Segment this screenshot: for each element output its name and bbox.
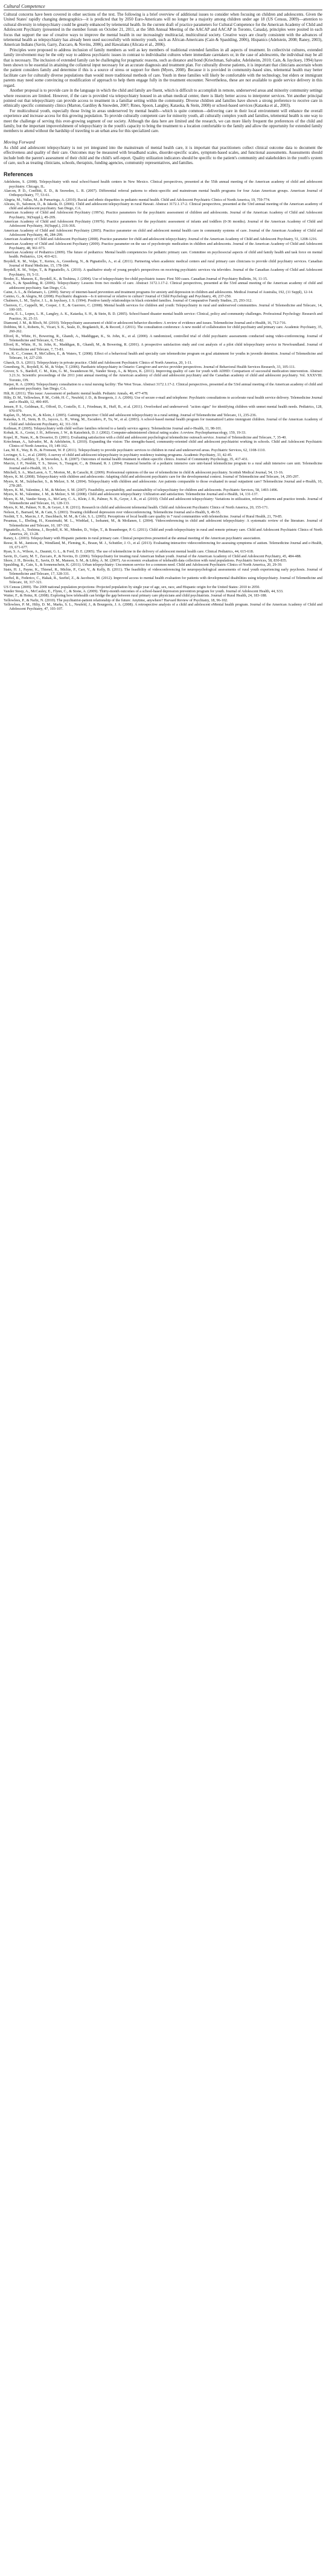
reference-entry: Caine, A. L., & Delamaro, L. (2000). Survey of internet-based prevention and treatment programs for anxiety and depression in children and adolescents. Medical Journal of Australia, 192, (11 Suppl), 12-14.: [4, 290, 313, 294]
reference-entry: American Academy of Child and Adolescent Psychiatry (1997a). Practice parameters for the psychiatric assessment of children and adolescents. Journal of the American Academy of Child and Adolescent Psychiatry, 36(Suppl.), 4S-20S.: [4, 210, 322, 220]
reference-entry: Adelsheim, S. (2008). Telepsychiatry with rural school-based health centers in New Mexico. Clinical perspectives, presented at the 55th annual meeting of the American academy of child and adolescent psychiatry. Chicago, IL.: [4, 180, 322, 189]
reference-entry: Broder, E., Manson, E., Boydell, K., & Teshima, J. (2004). Use of telepsychiatry for child psychiatric issues: First 500 cases. Canadian Journal of Psychiatry Bulletin, 36, 11-15.: [4, 276, 268, 281]
reference-entry: Hilty, D. M., Yellowlees, P. M., Cobb, H. C., Neufeld, J. D., & Bourgeois, J. A. (2006). Use of secure e-mail and telephone: Psychiatric consultations to accelerate rural health service delivery. Telemedicine Journal and e-Health, 12, 490-495.: [4, 395, 322, 405]
reference-entry: Cain, S., & Spaulding, R. (2006). Telepsychiatry: Lessons from two models of care. Abstract 3172.1.17-2. Clinical perspectives, presented at the 53rd annual meeting of the American academy of child and adolescent psychiatry. San Diego, CA.: [4, 281, 322, 290]
running-head: Cultural Competence: [4, 4, 322, 10]
reference-entry: Kaplan, D., Myers, K., & Klein, J. (2005). Gaining perspective: Child and adolescent telepsychiatry in a rural setting. Journal of Telemedicine and Telecare, 11, 235-236.: [4, 413, 257, 418]
reference-entry: American Academy of Child and Adolescent Psychiatry (1997b). Practice parameters for the psychiatric assessment of infants and toddlers (0-36 months). Journal of the American Academy of Child and Adolescent Psychiatry, 36(Suppl.), 21S-36S.: [4, 220, 322, 229]
reference-entry: Waiter, F., & Heinz, R. (2008). Exploring how telehealth can bridge the gap between rural primary care physicians and child psychiatrists. Journal of Rural Health, 24, 183-188.: [4, 593, 267, 598]
intro-paragraph: Principles were proposed to address inclusion of family members as well as key members of traditional extended families in all aspects of treatment. In collectivist cultures, extended family involvement may be the only way to address psychiatric issues in contrast to individualist cultures where immediate caretakers or, in the case of adolescents, the individual may be all that is necessary. The inclusion of extended family can be challenging for pragmatic reasons, such as distance and bond (Kriechman, Salvador, Adelsheim, 2010; Cain, & Jaycksey, 1994) have been shown to be essential in attaining the collateral input necessary for an accurate diagnosis and treatment plan. For culturally diverse patients, it is important that clinicians ascertain whom the patient considers family and determine if this is a source of stress or support for them (Myers, 2008). Because it is provided in community-based sites, telemental health may better facilitate care for culturally diverse populations than would more traditional methods of care. Youth in these families will likely be comfortable with the technology, but elders or immigrant parents may need some convincing or modification of approach to help them engage fully in the treatment encounter. Nevertheless, these are not available to guide service delivery in this regard.: [4, 48, 322, 88]
reference-entry: Pignatiello, A., Teshima, J., Boydell, K. M., Minden, D., Volpe, T., & Braunberger, P. G. (2011). Child and youth telepsychiatry in rural and remote primary care. Child and Adolescent Psychiatric Clinics of North America, 20, 13-28.: [4, 527, 322, 537]
reference-entry: Alegria, M., Vallas, M., & Pumariega, A. (2010). Racial and ethnic disparities in pediatric mental health. Child and Adolescent Psychiatric Clinics of North America, 19, 759-774.: [4, 197, 270, 202]
section-heading: Moving Forward: [4, 139, 35, 145]
reference-entry: Chalmers, L. M., Taylor, J. L., & Jaycksey, J. S. (1994). Positive family relationships in black extended families. Journal of Comparative Family Studies, 25, 293-312.: [4, 299, 252, 303]
reference-entry: Raney, L. (2003). Telepsychiatry with Hispanic patients in rural primary care. Clinical perspectives presented at the annual meeting of the American psychiatric association.: [4, 536, 261, 541]
reference-entry: Chenven, C., Cappelli, M., Cooper, J. E., & Guerrero, C. (2008). Mental health services for children and youth: Telepsychiatry in rural and underserved communities. Journal of Telemedicine and Telecare, 14, 100-105.: [4, 303, 322, 312]
intro-paragraph: Another proposal is to provide care in the language in which the child and family are fluent, which is difficult to accomplish in remote, underserved areas and minority community settings where resources are limited. However, if the care is provided via telepsychiatry housed in an urban medical center, there is likely better access to interpreter services. Yet another principal pointed out that telepsychiatry can provide access to treatment in a familiar setting within the community. Diverse children and families have shown a strong preference to receive care in ethnically specific community clinics (Marton, Gardiley & Snowden, 2007; Rines, Spoon, Langley, Kataoka, & Stein, 2008) or school-based services (Kataoka et al., 2003).: [4, 89, 322, 109]
reference-entry: Spaulding, R., Cain, S., & Sonnenschein, K. (2011). Urban telepsychiatry: Uncommon service for a common need. Child and Adolescent Psychiatric Clinics of North America, 20, 29-39.: [4, 563, 283, 568]
reference-entry: Stain, H. J., Payne, K., Thienel, R., Michie, P., Carr, V., & Kelly, B. (2011). The feasibility of videoconferencing for neuropsychological assessments of rural youth experiencing early psychosis. Journal of Telemedicine and Telecare, 17, 328-331.: [4, 567, 322, 576]
reference-entry: Harper, R. A. (2006). Telepsychiatry consultation to a rural nursing facility: The West Texas. Abstract 3172.1.17-2. Clinical perspectives, presented at the 53rd annual meeting of the American academy of child and adolescent psychiatry. San Diego, CA.: [4, 382, 322, 391]
reference-entry: Boydell, K. M., Volpe, T., Kertes, A., Greenberg, N., & Pignatiello, A., et al. (2011). Partnering when academic medical centers and rural primary care clinicians to provide child psychiatry services. Canadian Journal of Rural Medicine, 15, 178-184.: [4, 259, 322, 268]
reference-entry: Myers, K. M., Valentine, J. M., & Melzer, S. M. (2007). Feasibility, acceptability, and sustainability of telepsychiatry for children and adolescents. Psychiatric Services, 58, 1493-1496.: [4, 488, 278, 493]
intro-section: [4, 13, 322, 134]
reference-entry: Greenberg, N., Boydell, K. M., & Volpe, T. (2006). Paediatric telepsychiatry in Ontario: Caregiver and service provider perspectives. Journal of Behavioral Health Services Research, 33, 105-111.: [4, 364, 296, 369]
intro-paragraph: For multicultural youth, especially those living in areas underserved by mental health—which is quite common—delivering care in their local environment will enhance the overall experience and increase access for this growing population. To provide culturally competent care for minority youth, all culturally complex youth and families, telemental health is one way to meet the challenge of serving this ever-growing segment of our society. Although the data here are limited and the research, we can more likely frequent the preferences of the child and family, but the important impoverishment of telepsychiatry in the youth's capacity to bring the treatment to a location comfortable to the family and allow the opportunity for extended family members to attend without the hardship of traveling to an urban area for this specialized care.: [4, 109, 322, 134]
reference-entry: Nesbitt, T. S., Marcin, J. P., Daschbach, M. M., & Cole, S. L. (2005). Perceptions of local health care quality in 7 rural communities with telemedicine. Journal of Rural Health, 21, 79-85.: [4, 514, 283, 519]
reference-entry: Kobak, K. A., Greist, J. H., Jefferson, J. W., & Katzelnick, D. J. (2002). Computer-administered clinical rating scales: A review. Psychopharmacology, 159, 19-33.: [4, 431, 246, 435]
reference-entry: Szeftel, R., Federico, C., Hakak, R., Szeftel, Z., & Jacobson, M. (2012). Improved access to mental health evaluation for patients with developmental disabilities using telepsychiatry. Journal of Telemedicine and Telecare, 18, 317-321.: [4, 576, 322, 585]
reference-entry: American Academy of Child and Adolescent Psychiatry (2005). Practice parameter on child and adolescent mental health care in community systems of care. Journal of the American Academy of Child and Adolescent Psychiatry, 46, 284-299.: [4, 228, 322, 237]
reference-entry: Kataoka, S. H., Stein, B. D., Jaycox, L. H., Wong, M., Escudero, P., Tu, W., et al. (2003). A school-based mental health program for traumatized Latino immigrant children. Journal of the American Academy of Child and Adolescent Psychiatry, 42, 311-318.: [4, 417, 322, 426]
reference-entry: Elford, R., White, H., St. John, K., Maddigan, B., Ghandi, M., & Bowering, R. (2001). A prospective satisfaction study and cost analysis of a pilot child telepsychiatry service in Newfoundland. Journal of Telemedicine and Telecare, 7, 73-81.: [4, 343, 322, 352]
reference-entry: Myers, K. M., Palmer, N. B., & Geyer, J. R. (2011). Research in child and adolescent telemental health. Child and Adolescent Psychiatric Clinics of North America, 20, 155-171.: [4, 505, 269, 510]
reference-entry: Shore, J. H., Brooks, E., Savin, D. M., Manson, S. M., & Libby, A. M. (2007). An economic evaluation of telehealth data collection with rural populations. Psychiatric Services, 58, 830-835.: [4, 558, 287, 563]
reference-entry: Pesamaa, L., Ebeling, H., Kuusimaki, M. L., Winblad, I., Isohanni, M., & Moilanen, I. (2004). Videoconferencing in child and adolescent telepsychiatry: A systematic review of the literature. Journal of Telemedicine and Telecare, 10, 187-192.: [4, 519, 322, 528]
reference-entry: Lau, M. E., Way, B. B., & Fremont, W. P. (2011). Telepsychiatry to provide psychiatric services to children in rural and underserved areas. Psychiatric Services, 62, 1108-1110.: [4, 448, 266, 453]
reference-entry: Glueck, D. A. (2011). Telepsychiatry in private practice. Child and Adolescent Psychiatric Clinics of North America, 20, 1-11.: [4, 360, 193, 365]
reference-entry: American Academy of Child and Adolescent Psychiatry (2009). Practice parameter on the use of psychotropic medication in children and adolescents. Journal of the American Academy of Child and Adolescent Psychiatry, 48, 961-973.: [4, 241, 322, 250]
reference-entry: Lovinger, S. L., et al. (2009). A survey of child and adolescent telepsychiatry in psychiatry residency training programs. Academic Psychiatry, 33, 42-45.: [4, 452, 232, 457]
reference-entry: Elford, R., White, H., Bowering, R., Ghandi, A., Maddiggan, K., St. John, K., et al. (2000). A randomized, controlled trial of child psychiatric assessments conducted using video-conferencing. Journal of Telemedicine and Telecare, 6, 73-82.: [4, 334, 322, 343]
reference-entry: Alarcon, P. D., Conflitti, E. D., & Snowden, L. R. (2007). Differential referral patterns to ethnic-specific and mainstream mental health programs for four Asian American groups. American Journal of Orthopsychiatry, 77, 53-61.: [4, 188, 322, 198]
reference-entry: Canino, G., & Alegria, M. (2008). Psychiatric diagnosis—Is it universal or relative to culture? Journal of Child Psychology and Psychiatry, 49, 237-250.: [4, 294, 232, 299]
reference-entry: Kriechman, A., Salvador, M., & Adelsheim, S. (2010). Expanding the vision: The strengths-based, community-oriented child and adolescent psychiatrist working in schools. Child and Adolescent Psychiatric Clinics of North America, 19, 149-162.: [4, 439, 322, 449]
reference-entry: Myers, K. M., Valentine, J. M., & Melzer, S. M. (2008). Child and adolescent telepsychiatry: Utilization and satisfaction. Telemedicine Journal and e-Health, 14, 131-137.: [4, 492, 258, 497]
reference-entry: Dobbins, M. I., Roberts, N., Vicari, S. K., Seale, D., Bogdanich, R., & Record, J. (2011). The consultation conference: A new model of collaboration for child psychiatry and primary care. Academic Psychiatry, 35, 260-262.: [4, 325, 322, 334]
references-list: [4, 180, 322, 611]
reference-entry: Mitchell, S. A., MacLaren, A. T., Morton, M., & Carachi, R. (2009). Professional opinions of the use of telemedicine in child & adolescent psychiatry. Scottish Medical Journal, 54, 13-16.: [4, 470, 284, 475]
reference-entry: Grover, S. S., Bardoff, C. M., Kim, G. M., Swanderson M., Vander Stoep, A., & Myers, K. (2011). Improving quality of care for youth with ADHD: Comparison of successful medication intervention. Abstract 3.21.3c. Scientific proceedings of the 2011 joint annual meeting of the American academy of child and adolescent psychiatry and the Canadian academy of child and adolescent psychiatry. Vol. XXXVIII. Toronto, ON.: [4, 369, 322, 382]
reference-entry: Marton, E., Gardiley, T., & Snowden, L. R. (2007). Outcomes of mental health treatment in ethnic-specific clinics. Journal of Community Psychology, 35, 417-431.: [4, 457, 249, 462]
reference-entry: US Census (2009). The 2009 national population projections: Projected population by single year of age, sex, race, and Hispanic origin for the United States: 2010 to 2050.: [4, 584, 260, 589]
reference-entry: Vander Stoep, A., McCauley, E., Flynn, C., & Stone, A. (2009). Thirty-month outcomes of a school-based depression prevention program for youth. Journal of Adolescent Health, 44, S33.: [4, 589, 284, 593]
reference-entry: Hilt, R. (2011). This issue: Assessment of pediatric mental health. Pediatric Annals, 40, 477-478.: [4, 391, 149, 396]
intro-paragraph: Cultural concerns have been covered in other sections of the text. The following is a brief overview of additional issues to consider when focusing on children and adolescents. Given the United States' rapidly changing demographics—it is predicted that by 2050 Euro-Americans will no longer be a majority among children under age 18 (US Census, 2009)—attention to cultural diversity in telepsychiatry could be greatly enhanced by telemental health. In the current draft of practice parameters for Cultural Competence for the American Academy of Child and Adolescent Psychiatry (presented in the member forum on October 21, 2011, at the 58th Annual Meeting of the AACAP and AACAP in Toronto, Canada), principles were posited in each focus that support the use of creative ways to improve the mental health in our increasingly multiracial, multicultural society. Creative ways are clearly consistent with the advances of telemental health as telepsychiatry has already been used successfully with minority youth, such as African-Americans (Cain & Spaulding, 2006), Hispanics (Adelstein, 2008; Raney, 2003), American Indians (Savin, Garry, Zuccaro, & Novins, 2006), and Hawaiians (Alicata et al., 2006).: [4, 13, 322, 48]
reference-entry: Fox, K. C., Conner, P., McCullers, E., & Waters, T. (2008). Effect of a behavioral health and specialty care telemedicine program on goal attainment for youths in juvenile detention. Journal of Telemedicine and Telecare, 14, 227-230.: [4, 351, 322, 361]
reference-entry: Boydell, K. M., Volpe, T., & Pignatiello, A. (2010). A qualitative study of young people's perspectives on receiving psychiatric services via televideo. Journal of the Canadian Academy of Child and Adolescent Psychiatry, 19, 5-11.: [4, 268, 322, 277]
forward-paragraph: As child and adolescent telepsychiatry is not yet integrated into the mainstream of mental health care, it is important that practitioners collect clinical outcome data to document the effectiveness and quality of their care. Outcomes may be measured with broadband scales, disorder-specific scales, symptom-based scales, and functional assessments. Assessments should include both the parent's assessment of their child and the child's self-report. Quality utilization indicators should be specific to the patient's community and stakeholders in the youth's system of care, such as treating clinicians, schools, therapists, funding agencies, community representatives, and families.: [4, 145, 322, 165]
reference-entry: Myers, K. M., Vander Stoep, A., McCarty, C. A., Klein, J. B., Palmer, N. B., Geyer, J. R., et al. (2010). Child and adolescent telepsychiatry: Variations in utilization, referral patterns and practice trends. Journal of Telemedicine and Telecare, 16, 128-133.: [4, 496, 322, 506]
reference-entry: American Academy of Pediatrics (2009). The future of pediatrics: Mental health competencies for pediatric primary care. Committee on psychosocial aspects of child and family health and task force on mental health. Pediatrics, 124, 410-421.: [4, 250, 322, 259]
reference-entry: Myers, K. M., Sulzbacher, S., & Melzer, S. M. (2004). Telepsychiatry with children and adolescents: Are patients comparable to those evaluated in usual outpatient care? Telemedicine Journal and e-Health, 10, 278-285.: [4, 479, 322, 488]
reference-entry: Alicata, D., Salomon, D., & Jakeda, D. (2006). Child and adolescent telepsychiatry in rural Hawaii. Abstract 3172.1.17-2. Clinical perspectives, presented at the 53rd annual meeting of the American academy of child and adolescent psychiatry. San Diego, CA.: [4, 201, 322, 211]
reference-entry: Reese, R. M., Jamison, R., Wendland, M., Fleming, K., Braun, M. J., Schuttler, J. O., et al. (2013). Evaluating interactive videoconferencing for assessing symptoms of autism. Telemedicine Journal and e-Health, 19, 671-677.: [4, 540, 322, 550]
book-page: [4, 4, 322, 611]
reference-entry: Ryan, S. A., Wilson, A., Daumit, G. L., & Ford, D. E. (2005). The use of telemedicine in the delivery of adolescent mental health care. Clinical Pediatrics, 44, 615-618.: [4, 549, 254, 554]
reference-entry: Garcia, E. L., Lopez, L. H., Langley, A. K., Kataoka, S. H., & Stein, B. D. (2005). School-based disaster mental health service: Clinical, policy and community challenges. Professional Psychology: Research and Practice, 36, 25-33.: [4, 312, 322, 321]
reference-entry: Myers, K. M. (2008). Telepsychiatry with children and adolescents: Adapting child and adolescent psychiatric care for the developmental context. Journal of Telemedicine and Telecare, 14, 295-297.: [4, 475, 299, 479]
reference-entry: Diamond, J. M., & Bloch, M. (2010). Telepsychiatry assessment of child or adolescent behavior disorders: A review of evidence and issues. Telemedicine Journal and e-Health, 16, 712-716.: [4, 320, 287, 325]
references-heading: References: [4, 171, 33, 178]
reference-entry: Nelson, E., Barnard, M., & Cain, S. (2003). Treating childhood depression over videoconferencing. Telemedicine Journal and e-Health, 9, 49-55.: [4, 510, 221, 514]
reference-entry: Jensen, P. S., Goldman, E., Offord, D., Costello, E. J., Friedman, R., Huff, B., et al. (2011). Overlooked and underserved: "action signs" for identifying children with unmet mental health needs. Pediatrics, 128, 970-979.: [4, 404, 322, 413]
reference-entry: American Academy of Child and Adolescent Psychiatry (2008). Practice parameter for child and adolescent telepsychiatry. Journal of the American Academy of Child and Adolescent Psychiatry, 51, 1208-1216.: [4, 237, 318, 242]
reference-entry: Yellowlees, P. M., Hilty, D. M., Marks, S. L., Neufeld, J., & Bourgeois, J. A. (2008). A retrospective analysis of a child and adolescent eMental health program. Journal of the American Academy of Child and Adolescent Psychiatry, 47, 103-107.: [4, 602, 322, 612]
reference-entry: Savin, D., Garry, M. T., Zuccaro, P., & Novins, D. (2006). Telepsychiatry for treating rural American Indian youth. Journal of the American Academy of Child and Adolescent Psychiatry, 45, 484-488.: [4, 554, 302, 559]
reference-entry: Keilman, P. (2005). Telepsychiatry with child welfare families referred to a family service agency. Telemedicine Journal and e-Health, 11, 98-101.: [4, 426, 222, 431]
reference-entry: Marcin, J. P., Nesbitt, T. S., Struve, S., Traugott, C., & Dimand, R. J. (2004). Financial benefits of a pediatric intensive care unit-based telemedicine program to a rural adult intensive care unit. Telemedicine Journal and e-Health, 10, 1-5.: [4, 461, 322, 470]
reference-entry: Kopel, H., Nunn, K., & Dossetor, D. (2001). Evaluating satisfaction with a child and adolescent psychological telemedicine outreach service. Journal of Telemedicine and Telecare, 7, 35-40.: [4, 435, 287, 440]
reference-entry: Yellowlees, P., & Nafiz, N. (2010). The psychiatrist-patient relationship of the future: Anytime, anywhere? Harvard Review of Psychiatry, 18, 96-102.: [4, 598, 228, 603]
